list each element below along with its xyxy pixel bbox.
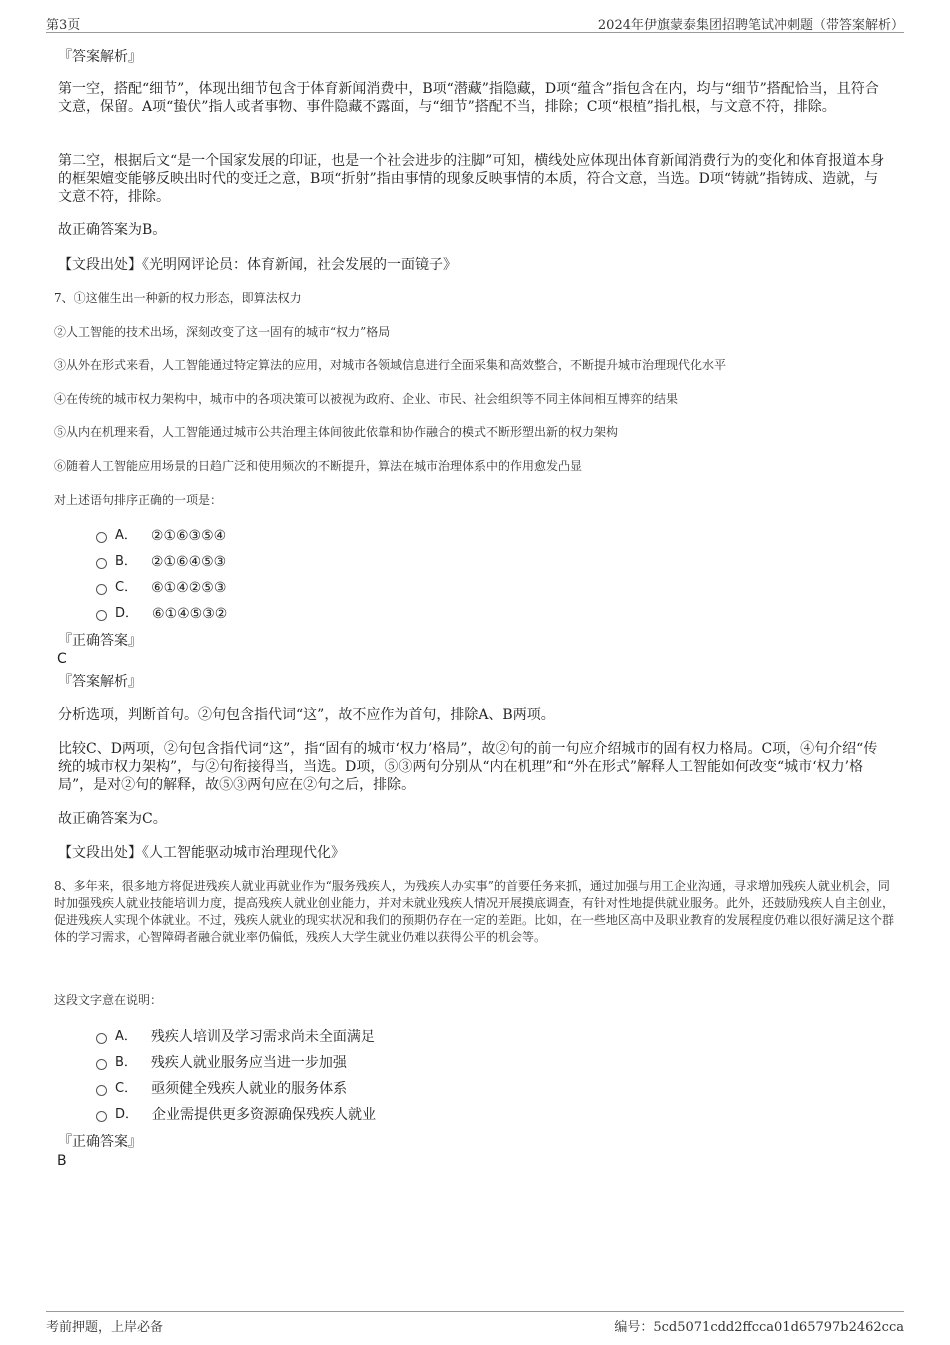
option-key: D． bbox=[115, 606, 139, 621]
option-key: B． bbox=[115, 1055, 137, 1070]
option-text: ⑥①④⑤③② bbox=[152, 606, 228, 622]
option-key: B． bbox=[115, 554, 137, 569]
analysis-paragraph: 第二空，根据后文“是一个国家发展的印证，也是一个社会进步的注脚”可知，横线处应体现出体育新闻消费行为的变化和体育报道本身的框架嬗变能够反映出时代的变迁之意，B项“折射”指由事情的现象反映事情的本质，符合文意，当选。D项“铸就”指铸成、造就，与文意不符，排除。 bbox=[58, 153, 885, 205]
option-d[interactable] bbox=[96, 605, 227, 623]
question-line: ⑤从内在机理来看，人工智能通过城市公共治理主体间彼此依靠和协作融合的模式不断形塑出新的权力架构 bbox=[54, 425, 619, 439]
option-key: C． bbox=[115, 580, 138, 595]
source-citation: 【文段出处】《光明网评论员：体育新闻，社会发展的一面镜子》 bbox=[58, 257, 457, 273]
radio-icon[interactable] bbox=[96, 1033, 107, 1044]
question-line: ④在传统的城市权力架构中，城市中的各项决策可以被视为政府、企业、市民、社会组织等不同主体间相互博弈的结果 bbox=[54, 392, 679, 406]
analysis-label: 『答案解析』 bbox=[58, 49, 142, 65]
option-a[interactable] bbox=[96, 1028, 375, 1046]
option-text: ②①⑥④⑤③ bbox=[150, 554, 227, 570]
option-c[interactable] bbox=[96, 579, 226, 597]
correct-answer-label: 『正确答案』 bbox=[58, 1134, 142, 1150]
radio-icon[interactable] bbox=[96, 1059, 107, 1070]
correct-answer-label: 『正确答案』 bbox=[58, 633, 142, 649]
radio-icon[interactable] bbox=[96, 1085, 107, 1096]
option-text: 残疾人就业服务应当进一步加强 bbox=[150, 1055, 347, 1071]
analysis-paragraph: 比较C、D两项，②句包含指代词“这”，指“固有的城市‘权力’格局”，故②句的前一句应介绍城市的固有权力格局。C项，④句介绍“传统的城市权力架构”，与②句衔接得当，当选。D项，⑤③两句分别从“内在机理”和“外在形式”解释人工智能如何改变“城市‘权力’格局”，是对②句的解释，故⑤③两句应在②句之后，排除。 bbox=[58, 741, 878, 793]
document-title: 2024年伊旗蒙泰集团招聘笔试冲刺题（带答案解析） bbox=[597, 18, 904, 33]
option-d[interactable] bbox=[96, 1106, 376, 1124]
analysis-paragraph: 分析选项，判断首句。②句包含指代词“这”，故不应作为首句，排除A、B两项。 bbox=[58, 707, 555, 723]
question-prompt: 这段文字意在说明： bbox=[54, 993, 163, 1007]
conclusion: 故正确答案为B。 bbox=[58, 222, 167, 238]
page-footer bbox=[46, 1311, 904, 1336]
option-key: D． bbox=[115, 1107, 139, 1122]
question-line: 7、①这催生出一种新的权力形态，即算法权力 bbox=[54, 291, 302, 305]
option-b[interactable] bbox=[96, 553, 226, 571]
question-line: ③从外在形式来看，人工智能通过特定算法的应用，对城市各领域信息进行全面采集和高效整合，不断提升城市治理现代化水平 bbox=[54, 358, 727, 372]
option-b[interactable] bbox=[96, 1054, 347, 1072]
option-key: C． bbox=[115, 1081, 138, 1096]
option-key: A． bbox=[115, 1029, 137, 1044]
correct-answer: B bbox=[57, 1153, 67, 1169]
question-line: ②人工智能的技术出场，深刻改变了这一固有的城市“权力”格局 bbox=[54, 325, 391, 339]
option-text: 企业需提供更多资源确保残疾人就业 bbox=[152, 1107, 377, 1123]
radio-icon[interactable] bbox=[96, 1111, 107, 1122]
option-c[interactable] bbox=[96, 1080, 347, 1098]
radio-icon[interactable] bbox=[96, 532, 107, 543]
question-prompt: 对上述语句排序正确的一项是： bbox=[54, 493, 223, 507]
source-citation: 【文段出处】《人工智能驱动城市治理现代化》 bbox=[58, 845, 345, 861]
footer-slogan: 考前押题，上岸必备 bbox=[46, 1320, 164, 1335]
option-text: 亟须健全残疾人就业的服务体系 bbox=[151, 1081, 348, 1097]
option-key: A． bbox=[115, 528, 137, 543]
radio-icon[interactable] bbox=[96, 584, 107, 595]
correct-answer: C bbox=[57, 651, 67, 667]
option-text: 残疾人培训及学习需求尚未全面满足 bbox=[150, 1029, 375, 1045]
option-a[interactable] bbox=[96, 527, 226, 545]
analysis-paragraph: 第一空，搭配“细节”，体现出细节包含于体育新闻消费中，B项“潜藏”指隐藏，D项“蕴含”指包含在内，均与“细节”搭配恰当，且符合文意，保留。A项“蛰伏”指人或者事物、事件隐藏不露面，与“细节”搭配不当，排除；C项“根植”指扎根，与文意不符，排除。 bbox=[58, 81, 879, 115]
option-text: ②①⑥③⑤④ bbox=[150, 528, 227, 544]
analysis-label: 『答案解析』 bbox=[58, 674, 142, 690]
radio-icon[interactable] bbox=[96, 558, 107, 569]
conclusion: 故正确答案为C。 bbox=[58, 811, 167, 827]
radio-icon[interactable] bbox=[96, 610, 107, 621]
page-header bbox=[46, 14, 904, 33]
page-number: 第3页 bbox=[46, 18, 81, 33]
question-stem: 8、多年来，很多地方将促进残疾人就业再就业作为“服务残疾人，为残疾人办实事”的首要任务来抓，通过加强与用工企业沟通，寻求增加残疾人就业机会，同时加强残疾人就业技能培训力度，提高残疾人就业创业能力，并对未就业残疾人情况开展摸底调查，有针对性地提供就业服务。此外，还鼓励残疾人自主创业，促进残疾人实现个体就业。不过，残疾人就业的现实状况和我们的预期仍存在一定的差距。比如，在一些地区高中及职业教育的发展程度仍难以很好满足这个群体的学习需求，心智障碍者融合就业率仍偏低，残疾人大学生就业仍难以获得公平的机会等。 bbox=[54, 879, 895, 944]
option-text: ⑥①④②⑤③ bbox=[151, 580, 227, 596]
document-code: 编号：5cd5071cdd2ffcca01d65797b2462cca bbox=[614, 1320, 904, 1335]
question-line: ⑥随着人工智能应用场景的日趋广泛和使用频次的不断提升，算法在城市治理体系中的作用愈发凸显 bbox=[54, 459, 583, 473]
